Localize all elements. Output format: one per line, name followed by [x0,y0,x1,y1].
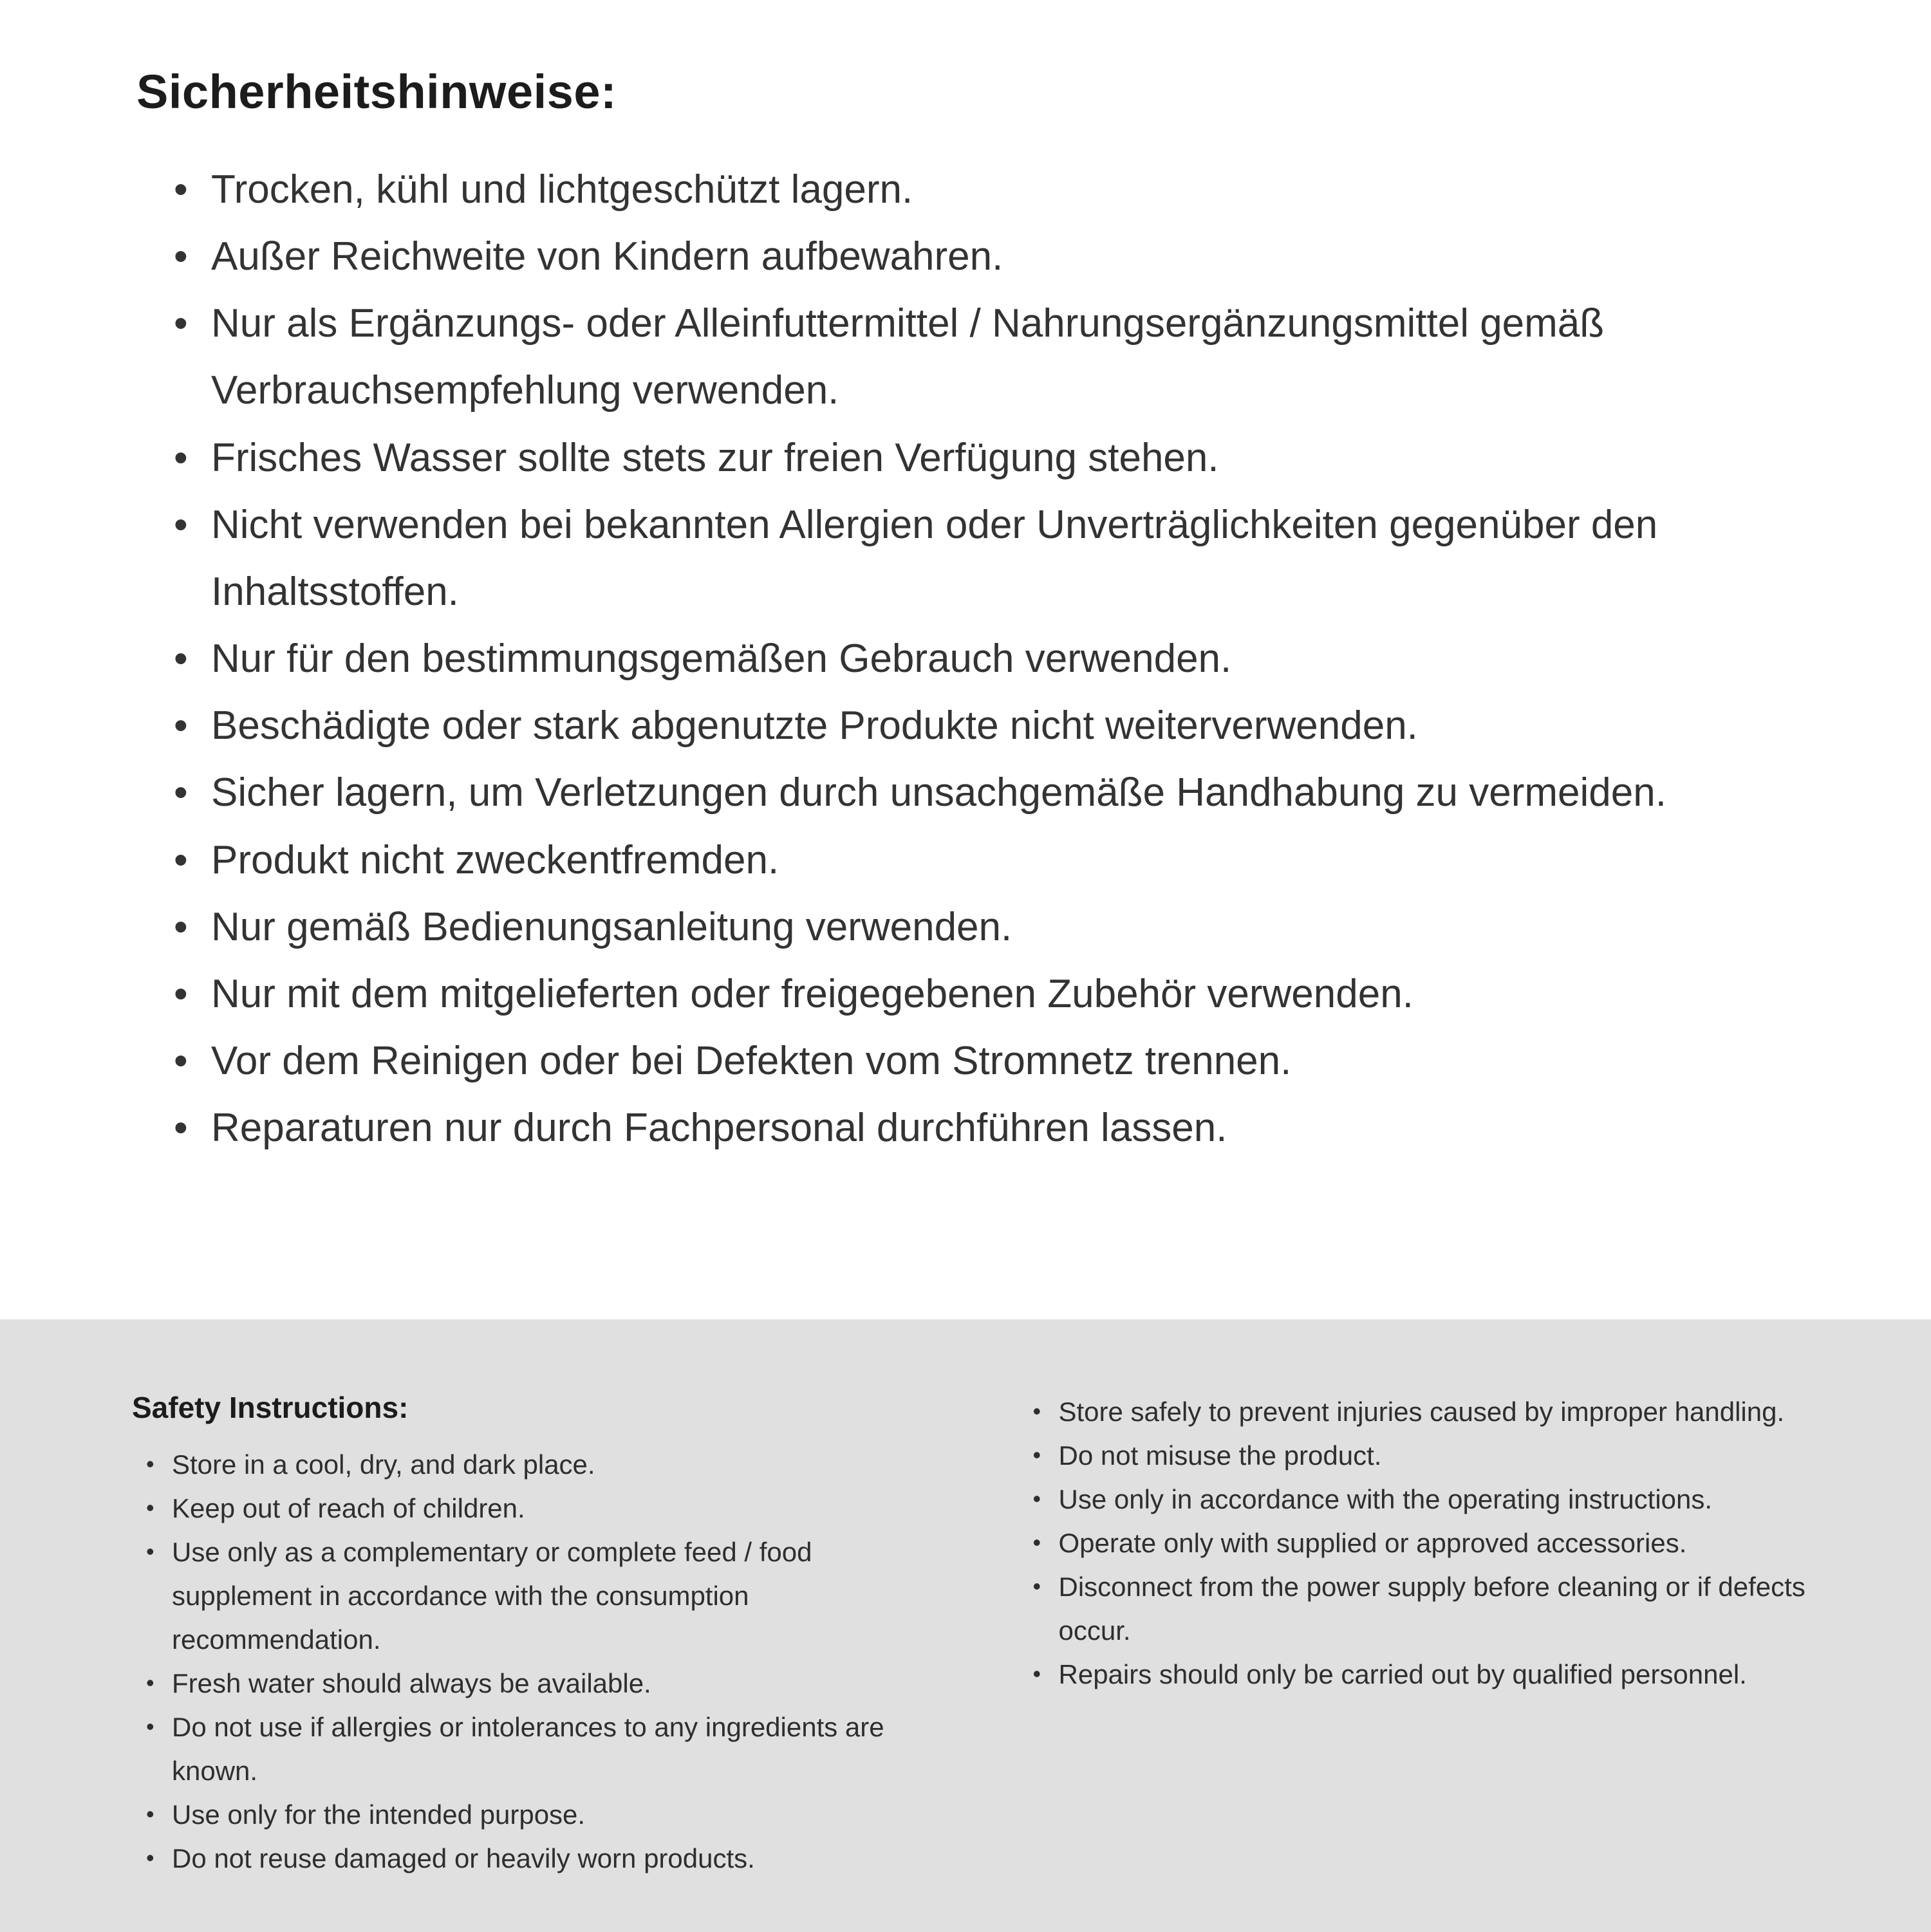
list-item: • Außer Reichweite von Kindern aufbewahren. [174,223,1815,290]
english-section-title: Safety Instructions: [132,1391,409,1424]
list-item: • Use only for the intended purpose. [146,1793,942,1837]
list-item: • Do not use if allergies or intolerances to any ingredients are known. [146,1705,942,1793]
german-section-title: Sicherheitshinweise: [136,65,617,118]
english-right-column [1019,1390,1829,1881]
english-safety-list-right [1019,1390,1829,1696]
list-item: • Vor dem Reinigen oder bei Defekten vom Stromnetz trennen. [174,1028,1815,1095]
list-item: • Beschädigte oder stark abgenutzte Produkte nicht weiterverwenden. [174,692,1815,759]
list-item: • Reparaturen nur durch Fachpersonal durchführen lassen. [174,1095,1815,1162]
list-item: • Use only as a complementary or complete feed / food supplement in accordance with the consumption recommendation. [146,1530,942,1662]
list-item: • Nicht verwenden bei bekannten Allergien oder Unverträglichkeiten gegenüber den Inhaltsstoffen. [174,492,1815,626]
list-item: • Store safely to prevent injuries caused by improper handling. [1033,1390,1829,1434]
list-item: • Produkt nicht zweckentfremden. [174,827,1815,894]
list-item: • Trocken, kühl und lichtgeschützt lagern. [174,156,1815,223]
german-safety-list [136,156,1815,1162]
list-item: • Keep out of reach of children. [146,1487,942,1530]
list-item: • Frisches Wasser sollte stets zur freien Verfügung stehen. [174,425,1815,492]
english-safety-list-left [132,1443,942,1881]
list-item: • Nur gemäß Bedienungsanleitung verwenden. [174,894,1815,961]
list-item: • Operate only with supplied or approved accessories. [1033,1521,1829,1565]
list-item: • Do not misuse the product. [1033,1434,1829,1478]
english-safety-panel [0,1319,1931,1932]
list-item: • Repairs should only be carried out by qualified personnel. [1033,1653,1829,1696]
list-item: • Use only in accordance with the operating instructions. [1033,1478,1829,1521]
list-item: • Nur für den bestimmungsgemäßen Gebrauch verwenden. [174,626,1815,692]
list-item: • Store in a cool, dry, and dark place. [146,1443,942,1487]
list-item: • Sicher lagern, um Verletzungen durch unsachgemäße Handhabung zu vermeiden. [174,759,1815,826]
english-left-column [132,1390,942,1881]
list-item: • Disconnect from the power supply before cleaning or if defects occur. [1033,1565,1829,1653]
list-item: • Nur mit dem mitgelieferten oder freigegebenen Zubehör verwenden. [174,961,1815,1028]
list-item: • Do not reuse damaged or heavily worn products. [146,1837,942,1881]
list-item: • Fresh water should always be available. [146,1662,942,1705]
list-item: • Nur als Ergänzungs- oder Alleinfuttermittel / Nahrungsergänzungsmittel gemäß Verbrauchsempfehlung verwenden. [174,290,1815,424]
